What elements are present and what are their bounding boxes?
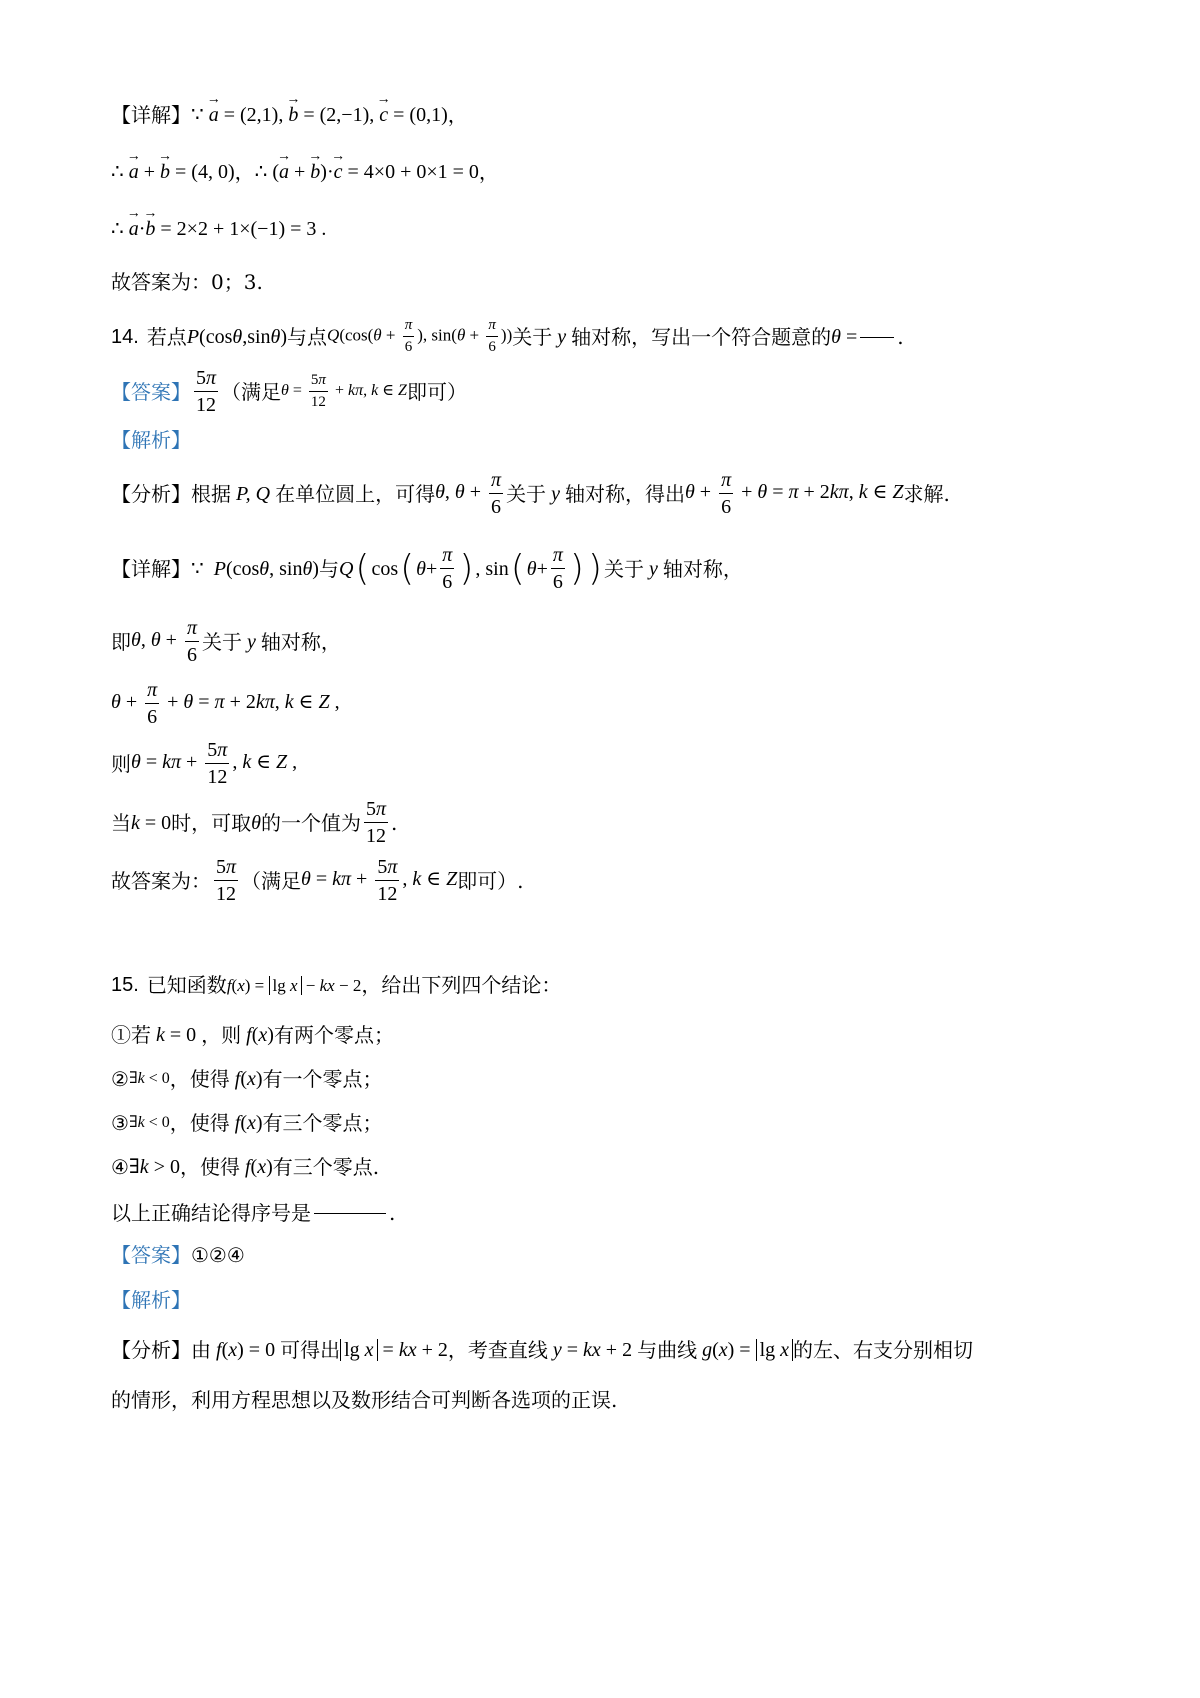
math-pq: P, Q [231, 482, 276, 505]
text: 关于 [603, 556, 644, 581]
text: 可得出 [280, 1338, 341, 1362]
stem-text: 若点 [146, 324, 187, 349]
text: 有三个零点； [262, 1111, 383, 1135]
answer-label: 【答案】 [111, 1243, 191, 1267]
math-equation: θ + $\frac{\pi}{6}$ + θ = π + 2kπ, k ∈ Z [684, 469, 904, 518]
text: ④ [111, 1155, 129, 1179]
math-theta-general: θ = kπ + $\frac{5\pi}{12}$ , k ∈ Z [301, 856, 458, 905]
q14-stem [111, 318, 904, 355]
math-k0: k = 0 [156, 1024, 202, 1046]
math-theta-general: θ = kπ + $\frac{5\pi}{12}$ , k ∈ Z , [131, 739, 298, 788]
text: 与 [318, 556, 339, 581]
math-abs-eq: lg x = kx + 2 [340, 1340, 448, 1360]
comma: ， [478, 160, 499, 184]
q15-fenxi-cont [111, 1390, 617, 1410]
q13-sum-line [111, 162, 499, 182]
q14-fenxi [111, 470, 950, 517]
text: 有两个零点； [273, 1023, 394, 1047]
text: 已知函数 [146, 973, 227, 997]
math-angles: θ, θ + $\frac{\pi}{6}$ [131, 617, 197, 666]
text: 轴对称， [260, 629, 341, 654]
text: ，使得 [169, 1111, 230, 1135]
text: 关于 [201, 629, 242, 654]
math-q-big: Q ( cos ( θ + $\frac{\pi}{6}$ ) , sin ( θ + $\frac{\pi}{6}$ ) ) [338, 544, 602, 593]
q15-conclusion-1 [111, 1025, 394, 1045]
q13-answer-line [111, 272, 263, 292]
q14-line-2 [111, 618, 341, 665]
text: 有三个零点. [272, 1155, 380, 1179]
q15-conclusion-3 [111, 1113, 383, 1133]
text: 由 [191, 1338, 211, 1362]
q15-answer [111, 1245, 245, 1265]
text: （满足 [241, 868, 302, 893]
text: 的左、右支分别相切 [793, 1338, 974, 1362]
math-curve: g(x) = lg x [697, 1340, 793, 1360]
math-condition: θ = $\frac{5\pi}{12}$ + kπ, k ∈ Z [281, 372, 407, 410]
math-sum: ∴ → a + → b = (4, 0) [111, 162, 235, 182]
math-p: ∵ P(cosθ, sinθ) [191, 557, 319, 580]
q13-detail-line [111, 105, 468, 125]
text: ①若 [111, 1023, 151, 1047]
answer-label: 【答案】 [111, 379, 191, 404]
period: . [897, 324, 904, 349]
stem-text: 轴对称，写出一个符合题意的 [571, 324, 832, 349]
q15-prompt [111, 1203, 395, 1223]
math-theta: θ [251, 811, 261, 834]
analysis-label: 【解析】 [111, 1288, 191, 1312]
text: 则 [111, 751, 131, 776]
text: ③ [111, 1111, 129, 1135]
detail-label: 【详解】 [111, 103, 191, 127]
text: 求解. [903, 481, 950, 506]
fenxi-label: 【分析】 [111, 1338, 191, 1362]
text: ，考查直线 [447, 1338, 548, 1362]
math-function: f(x) = lg x − kx − 2 [226, 975, 362, 995]
text: 在单位圆上，可得 [275, 481, 436, 506]
detail-label: 【详解】 [111, 556, 191, 581]
math-y: y [552, 325, 572, 348]
text: 与曲线 [637, 1338, 698, 1362]
math-y: y [241, 630, 261, 653]
q13-dot-line [111, 219, 326, 239]
text: 故答案为： [111, 868, 211, 893]
stem-text: 与点 [287, 324, 328, 349]
math-exists-k: ∃k < 0 [128, 1070, 170, 1087]
comma: ， [234, 160, 255, 184]
math-vectors-given: ∵ → a = (2,1), → b = (2,−1), → c = (0,1) [191, 105, 448, 125]
answer-text: ①②④ [191, 1243, 245, 1267]
text: 时，可取 [171, 810, 252, 835]
q15-stem [111, 975, 561, 995]
math-point-q: Q(cos(θ + $\frac{\pi}{6}$ ), sin(θ + $\frac{\pi}{6}$ )) [327, 317, 513, 355]
text: ，使得 [169, 1067, 230, 1091]
math-exists-k: ∃k > 0 [128, 1156, 180, 1178]
q14-detail [111, 545, 743, 592]
math-k0: k = 0 [131, 811, 172, 834]
math-exists-k: ∃k < 0 [128, 1114, 170, 1131]
math-point-p: P(cosθ,sinθ) [186, 325, 288, 348]
q15-conclusion-4 [111, 1157, 379, 1177]
answer-frac: $\frac{5\pi}{12}$ [196, 367, 217, 416]
text: 即 [111, 629, 131, 654]
math-dot-ab: ∴ → a·→ b = 2×2 + 1×(−1) = 3 . [111, 219, 326, 239]
answer-note: 即可） [406, 379, 467, 404]
period: . [391, 810, 398, 835]
math-frac: $\frac{5\pi}{12}$ [366, 798, 387, 847]
math-y: y [643, 557, 663, 580]
stem-text: 关于 [512, 324, 553, 349]
q14-line-4 [111, 740, 297, 787]
q14-line-5 [111, 799, 397, 846]
text: 轴对称，得出 [564, 481, 685, 506]
text: 即可）. [457, 868, 524, 893]
q14-analysis-label [111, 430, 191, 450]
math-equation: θ + $\frac{\pi}{6}$ + θ = π + 2kπ, k ∈ Z , [111, 679, 340, 728]
text: 的一个值为 [261, 810, 361, 835]
math-fx: f(x) [244, 1156, 273, 1178]
q14-answer [111, 368, 467, 415]
math-frac: $\frac{5\pi}{12}$ [216, 856, 237, 905]
text: 根据 [191, 481, 231, 506]
analysis-label: 【解析】 [111, 428, 191, 452]
q14-line-3 [111, 680, 340, 727]
math-fx: f(x) [234, 1068, 263, 1090]
text: ，则 [201, 1023, 242, 1047]
q15-fenxi [111, 1340, 973, 1360]
q15-conclusion-2 [111, 1069, 383, 1089]
answer-note: （满足 [221, 379, 282, 404]
text: 轴对称， [662, 556, 743, 581]
q13-answer: 故答案为：0；3. [111, 270, 263, 294]
math-y: y [546, 482, 565, 505]
text: 以上正确结论得序号是 [111, 1201, 311, 1225]
math-line: y = kx + 2 [552, 1339, 638, 1361]
comma: ， [447, 103, 468, 127]
text: ② [111, 1067, 129, 1091]
period: . [389, 1201, 396, 1225]
text: ，给出下列四个结论： [361, 973, 562, 997]
text: 当 [111, 810, 131, 835]
answer-blank [314, 1212, 386, 1214]
math-angles: θ, θ + $\frac{\pi}{6}$ [435, 469, 502, 518]
question-number: 15. [111, 974, 139, 996]
text: 关于 [506, 481, 547, 506]
fenxi-label: 【分析】 [111, 481, 191, 506]
answer-blank [860, 336, 894, 338]
q14-line-6 [111, 857, 524, 904]
math-fx: f(x) [234, 1112, 263, 1134]
math-fx: f(x) [246, 1024, 274, 1046]
math-theta-eq: θ = [831, 325, 858, 348]
text: 有一个零点； [262, 1067, 383, 1091]
math-fx-zero: f(x) = 0 [216, 1339, 281, 1361]
text: 的情形，利用方程思想以及数形结合可判断各选项的正误. [111, 1388, 618, 1412]
q15-analysis-label [111, 1290, 191, 1310]
text: ，使得 [179, 1155, 240, 1179]
math-dot-c: ∴ (→ a + → b)·→ c = 4×0 + 0×1 = 0 [255, 162, 479, 182]
question-number: 14. [111, 325, 139, 348]
